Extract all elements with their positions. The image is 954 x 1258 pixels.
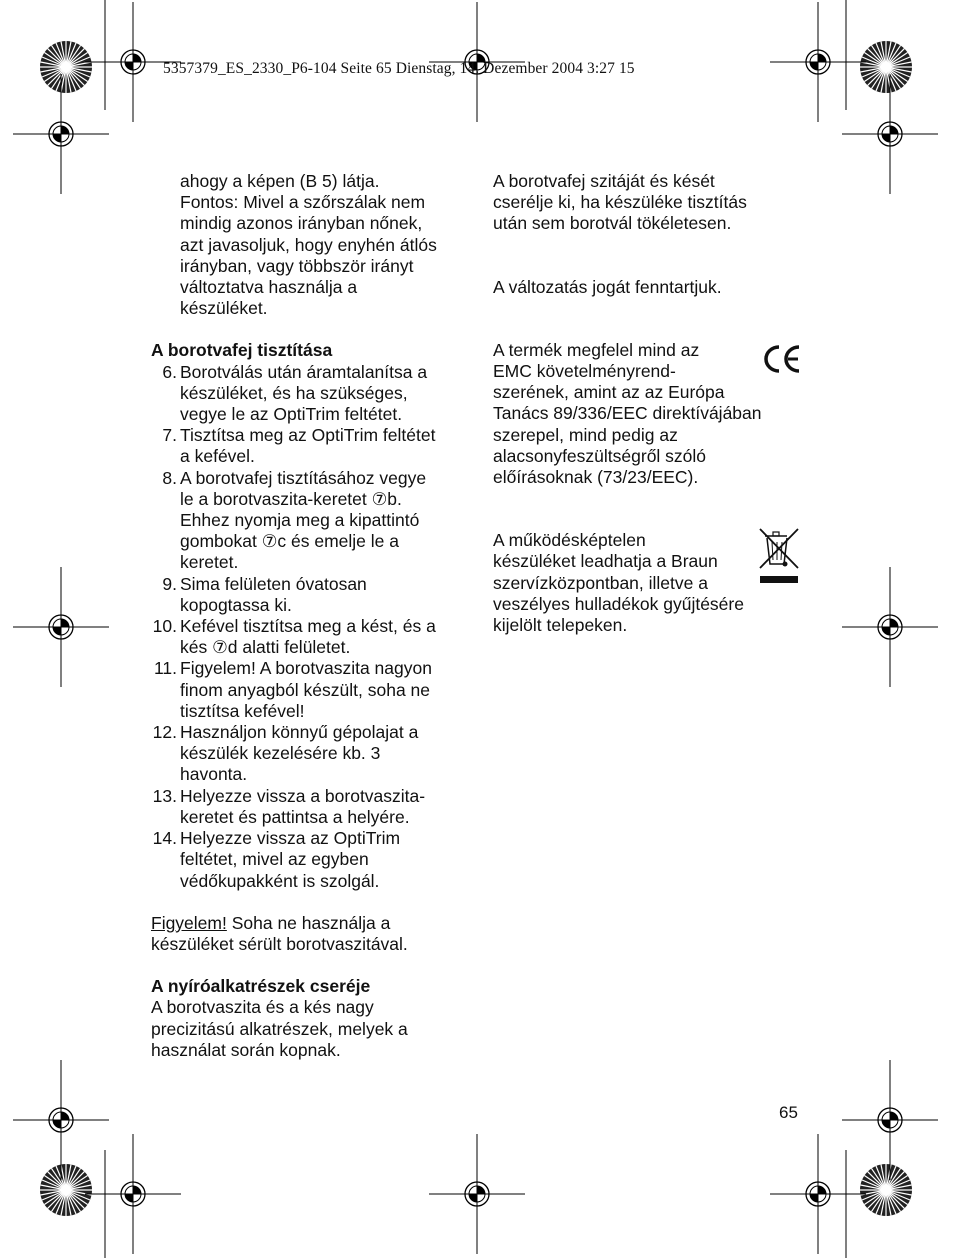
- step-line: Kefével tisztítsa meg a kést, és a: [180, 616, 436, 637]
- emc-line: szerepel, mind pedig az: [493, 424, 678, 445]
- intro-line: irányban, vagy többször irányt: [180, 255, 414, 276]
- print-header: 5357379_ES_2330_P6-104 Seite 65 Dienstag, 14. Dezember 2004 3:27 15: [163, 60, 635, 77]
- step-number: 9.: [162, 573, 177, 594]
- replace-more-line: cserélje ki, ha készüléke tisztítás: [493, 192, 747, 213]
- intro-line: készüléket.: [180, 298, 268, 319]
- step-number: 8.: [162, 467, 177, 488]
- intro-text: [151, 171, 461, 319]
- step-item: [151, 722, 461, 786]
- replace-heading: A nyíróalkatrészek cseréje: [151, 976, 371, 997]
- step-item: [151, 786, 461, 828]
- step-number: 13.: [152, 785, 177, 806]
- step-line: keretet.: [180, 552, 239, 573]
- step-item: [151, 468, 461, 574]
- step-item: [151, 574, 461, 616]
- cleaning-steps: [151, 362, 461, 892]
- replace-more-text: [493, 171, 803, 235]
- disposal-line: szervízközpontban, illetve a: [493, 572, 708, 593]
- step-line: A borotvafej tisztításához vegye: [180, 467, 427, 488]
- emc-line: A termék megfelel mind az: [493, 339, 700, 360]
- page-number: 65: [779, 1103, 798, 1122]
- step-line: feltétet, mivel az egyben: [180, 849, 369, 870]
- left-column: [151, 171, 461, 1061]
- step-line: vegye le az OptiTrim feltétet.: [180, 404, 403, 425]
- step-line: Ehhez nyomja meg a kipattintó: [180, 510, 420, 531]
- step-line: Helyezze vissza az OptiTrim: [180, 828, 401, 849]
- intro-line: ahogy a képen (B 5) látja.: [180, 171, 380, 191]
- intro-line: azt javasoljuk, hogy enyhén átlós: [180, 234, 437, 255]
- step-number: 11.: [153, 658, 177, 679]
- replace-line: precizitású alkatrészek, melyek a: [151, 1018, 408, 1039]
- step-line: finom anyagból készült, soha ne: [180, 679, 431, 700]
- step-line: Borotválás után áramtalanítsa a: [180, 361, 428, 382]
- step-line: keretet és pattintsa a helyére.: [180, 806, 410, 827]
- replace-line: használat során kopnak.: [151, 1039, 341, 1060]
- step-line: Használjon könnyű gépolajat a: [180, 722, 419, 743]
- step-line: le a borotvaszita-keretet ⑦b.: [180, 488, 402, 509]
- step-item: [151, 425, 461, 467]
- step-line: Tisztítsa meg az OptiTrim feltétet: [180, 425, 436, 446]
- emc-line: előírásoknak (73/23/EEC).: [493, 467, 699, 488]
- replace-more-line: A borotvafej szitáját és kését: [493, 171, 715, 191]
- step-number: 14.: [152, 828, 177, 849]
- step-line: Sima felületen óvatosan: [180, 573, 367, 594]
- ce-mark-icon: [761, 344, 803, 374]
- cleaning-heading: A borotvafej tisztítása: [151, 340, 333, 361]
- emc-line: EMC követelményrend-: [493, 361, 676, 382]
- replace-more-line: után sem borotvál tökéletesen.: [493, 213, 732, 234]
- disposal-line: készüléket leadhatja a Braun: [493, 551, 718, 572]
- disposal-line: kijelölt telepeken.: [493, 615, 628, 636]
- warning-text: Soha ne használja a: [226, 912, 391, 933]
- step-line: tisztítsa kefével!: [180, 700, 305, 721]
- warning-label: Figyelem!: [151, 912, 227, 933]
- replace-line: A borotvaszita és a kés nagy: [151, 997, 374, 1018]
- warning-paragraph: [151, 913, 461, 955]
- step-line: Helyezze vissza a borotvaszita-: [180, 785, 426, 806]
- step-line: kés ⑦d alatti felületet.: [180, 637, 351, 658]
- step-number: 12.: [152, 722, 177, 743]
- crossed-bin-icon: [757, 524, 801, 586]
- emc-line: szerének, amint az az Európa: [493, 382, 725, 403]
- intro-line: Fontos: Mivel a szőrszálak nem: [180, 192, 426, 213]
- intro-line: változtatva használja a: [180, 277, 358, 298]
- step-item: [151, 362, 461, 426]
- step-line: a kefével.: [180, 446, 255, 467]
- right-column: [493, 171, 803, 636]
- step-number: 7.: [162, 425, 177, 446]
- disposal-line: veszélyes hulladékok gyűjtésére: [493, 593, 744, 614]
- emc-line: Tanács 89/336/EEC direktívájában: [493, 403, 762, 424]
- step-item: [151, 658, 461, 722]
- step-line: készülék kezelésére kb. 3: [180, 743, 381, 764]
- step-line: kopogtassa ki.: [180, 594, 292, 615]
- disposal-line: A működésképtelen: [493, 530, 646, 551]
- step-number: 10.: [152, 616, 177, 637]
- emc-line: alacsonyfeszültségről szóló: [493, 445, 707, 466]
- step-item: [151, 616, 461, 658]
- step-line: Figyelem! A borotvaszita nagyon: [180, 658, 432, 679]
- emc-paragraph: [493, 340, 803, 488]
- replace-text: [151, 997, 461, 1061]
- step-line: gombokat ⑦c és emelje le a: [180, 531, 399, 552]
- step-line: védőkupakként is szolgál.: [180, 870, 380, 891]
- intro-line: mindig azonos irányban nőnek,: [180, 213, 423, 234]
- step-line: készüléket, és ha szükséges,: [180, 382, 408, 403]
- step-item: [151, 828, 461, 892]
- rights-reserved-text: A változatás jogát fenntartjuk.: [493, 276, 722, 297]
- disposal-paragraph: [493, 530, 803, 636]
- step-number: 6.: [162, 361, 177, 382]
- step-line: havonta.: [180, 764, 248, 785]
- warning-line: készüléket sérült borotvaszitával.: [151, 933, 408, 954]
